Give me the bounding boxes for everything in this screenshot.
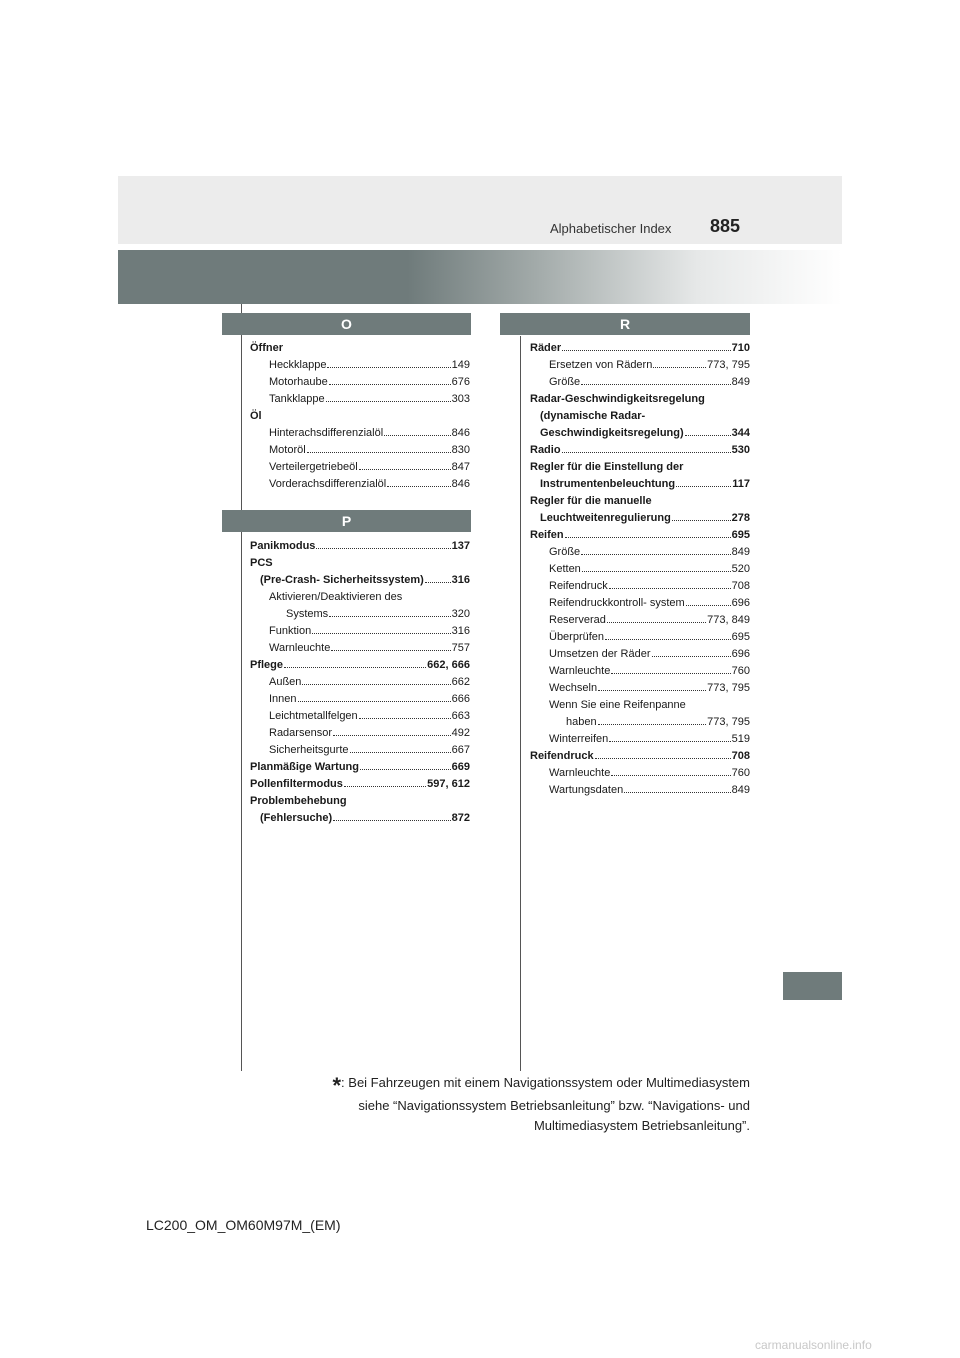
index-entry-label: Warnleuchte xyxy=(549,665,611,677)
section-title: Alphabetischer Index xyxy=(550,221,672,236)
watermark: carmanualsonline.info xyxy=(755,1338,872,1352)
index-entry xyxy=(250,340,470,357)
index-entry-label: Ketten xyxy=(549,563,581,575)
index-entry-page: 760 xyxy=(731,665,750,677)
index-entry-label: Vorderachsdifferenzialöl xyxy=(269,478,387,490)
index-entry-page: 492 xyxy=(451,727,470,739)
index-entry-label: Radarsensor xyxy=(269,727,332,739)
index-entry xyxy=(530,629,750,646)
index-entry xyxy=(530,357,750,374)
leader-dots xyxy=(582,562,731,572)
index-entry xyxy=(250,589,470,606)
index-entry xyxy=(250,674,470,691)
footnote-line-1: *: Bei Fahrzeugen mit einem Navigationssystem oder Multimediasystem xyxy=(332,1073,750,1098)
index-entry xyxy=(250,623,470,640)
index-entry-label: Öffner xyxy=(250,342,283,354)
index-entry xyxy=(530,527,750,544)
header-gradient-bar xyxy=(118,250,842,304)
leader-dots xyxy=(676,477,731,487)
index-entry-page: 773, 795 xyxy=(707,682,750,694)
index-entry-page: 662, 666 xyxy=(427,659,470,671)
index-entry-page: 695 xyxy=(731,529,750,541)
index-entry-label: Warnleuchte xyxy=(269,642,331,654)
index-entry-page: 530 xyxy=(731,444,750,456)
index-entry-page: 708 xyxy=(731,750,750,762)
leader-dots xyxy=(607,613,706,623)
leader-dots xyxy=(652,647,731,657)
footnote-line-3: Multimediasystem Betriebsanleitung”. xyxy=(533,1118,750,1133)
document-code: LC200_OM_OM60M97M_(EM) xyxy=(146,1217,341,1233)
leader-dots xyxy=(598,681,706,691)
index-entry-label: Planmäßige Wartung xyxy=(250,761,359,773)
index-entry xyxy=(530,748,750,765)
index-entry-page: 117 xyxy=(732,478,750,490)
index-entry-label: Ersetzen von Rädern xyxy=(549,359,653,371)
index-entry xyxy=(530,391,750,408)
index-entry-label: Motoröl xyxy=(269,444,306,456)
index-entry-page: 316 xyxy=(451,574,470,586)
index-entry-page: 278 xyxy=(731,512,750,524)
index-entry xyxy=(530,459,750,476)
leader-dots xyxy=(595,749,731,759)
index-entry xyxy=(250,357,470,374)
index-entry xyxy=(250,640,470,657)
index-entry xyxy=(250,810,470,827)
letter-heading-o: O xyxy=(222,313,471,335)
leader-dots xyxy=(327,358,450,368)
index-entry xyxy=(250,606,470,623)
index-entry-page: 520 xyxy=(731,563,750,575)
leader-dots xyxy=(425,573,451,583)
index-entry-label: Regler für die manuelle xyxy=(530,495,652,507)
index-entry-label: Heckklappe xyxy=(269,359,327,371)
index-entry-label: haben xyxy=(566,716,597,728)
leader-dots xyxy=(672,511,731,521)
index-entry-label: (dynamische Radar- xyxy=(540,410,646,422)
index-entry-page: 846 xyxy=(451,427,470,439)
index-entry xyxy=(250,425,470,442)
leader-dots xyxy=(333,726,451,736)
index-entry xyxy=(530,765,750,782)
index-entry-label: (Fehlersuche) xyxy=(260,812,333,824)
index-entry xyxy=(530,408,750,425)
index-entry-label: Außen xyxy=(269,676,302,688)
leader-dots xyxy=(581,545,730,555)
page-number: 885 xyxy=(710,216,741,236)
index-entry xyxy=(530,442,750,459)
index-entry-label: Motorhaube xyxy=(269,376,328,388)
index-entry-label: Reifendruckkontroll- system xyxy=(549,597,685,609)
letter-heading-p: P xyxy=(222,510,471,532)
index-entry xyxy=(250,442,470,459)
index-entry-label: Innen xyxy=(269,693,297,705)
index-entry-label: Reserverad xyxy=(549,614,606,626)
index-entry-page: 696 xyxy=(731,648,750,660)
index-entry xyxy=(250,759,470,776)
index-entry xyxy=(250,657,470,674)
index-entry-page: 849 xyxy=(731,784,750,796)
leader-dots xyxy=(312,624,450,634)
index-entry xyxy=(530,697,750,714)
index-entry-label: Problembehebung xyxy=(250,795,347,807)
index-entry xyxy=(250,572,470,589)
footnote-star: * xyxy=(332,1073,342,1098)
leader-dots xyxy=(611,664,730,674)
leader-dots xyxy=(284,658,426,668)
letter-heading-r: R xyxy=(500,313,750,335)
index-entry-label: Verteilergetriebeöl xyxy=(269,461,358,473)
index-entry-label: Umsetzen der Räder xyxy=(549,648,651,660)
leader-dots xyxy=(565,528,731,538)
index-entry-label: Räder xyxy=(530,342,562,354)
index-entry-page: 757 xyxy=(451,642,470,654)
index-entry-label: Reifendruck xyxy=(530,750,594,762)
index-entry-page: 710 xyxy=(731,342,750,354)
index-entry xyxy=(250,776,470,793)
column-rule-left xyxy=(241,304,242,1071)
index-entry-page: 773, 849 xyxy=(707,614,750,626)
leader-dots xyxy=(302,675,450,685)
leader-dots xyxy=(653,358,706,368)
index-entry-label: Leuchtweitenregulierung xyxy=(540,512,671,524)
index-entry-label: Geschwindigkeitsregelung) xyxy=(540,427,684,439)
index-entry xyxy=(250,691,470,708)
index-entry-page: 849 xyxy=(731,376,750,388)
footnote-line-2: siehe “Navigationssystem Betriebsanleitung” bzw. “Navigations- und xyxy=(358,1098,750,1113)
index-entry-page: 667 xyxy=(451,744,470,756)
index-entry xyxy=(530,680,750,697)
leader-dots xyxy=(329,607,450,617)
index-entry-page: 597, 612 xyxy=(427,778,470,790)
index-entry xyxy=(250,459,470,476)
index-entry xyxy=(530,646,750,663)
index-entry-label: Größe xyxy=(549,376,581,388)
chapter-tab xyxy=(783,972,842,1000)
index-entry-page: 847 xyxy=(451,461,470,473)
leader-dots xyxy=(685,426,731,436)
index-entry-label: Größe xyxy=(549,546,581,558)
leader-dots xyxy=(598,715,707,725)
index-entry-label: Pollenfiltermodus xyxy=(250,778,343,790)
index-entry-label: Funktion xyxy=(269,625,312,637)
index-column-o xyxy=(250,340,470,493)
index-entry-label: Systems xyxy=(286,608,329,620)
leader-dots xyxy=(609,579,731,589)
leader-dots xyxy=(624,783,730,793)
leader-dots xyxy=(360,760,451,770)
leader-dots xyxy=(316,539,450,549)
index-entry-page: 849 xyxy=(731,546,750,558)
leader-dots xyxy=(562,443,731,453)
index-entry-page: 696 xyxy=(731,597,750,609)
leader-dots xyxy=(611,766,730,776)
index-entry-page: 760 xyxy=(731,767,750,779)
index-entry-label: Tankklappe xyxy=(269,393,325,405)
index-entry-page: 320 xyxy=(451,608,470,620)
leader-dots xyxy=(562,341,730,351)
index-entry-label: Reifendruck xyxy=(549,580,608,592)
index-entry-page: 149 xyxy=(451,359,470,371)
index-entry-label: Winterreifen xyxy=(549,733,609,745)
leader-dots xyxy=(333,811,451,821)
index-entry-label: Wartungsdaten xyxy=(549,784,624,796)
footnote xyxy=(250,1073,750,1136)
index-entry-page: 846 xyxy=(451,478,470,490)
index-entry-label: Regler für die Einstellung der xyxy=(530,461,684,473)
index-entry xyxy=(250,391,470,408)
index-entry-label: Pflege xyxy=(250,659,284,671)
index-entry xyxy=(530,476,750,493)
index-entry-page: 519 xyxy=(731,733,750,745)
index-entry xyxy=(530,425,750,442)
index-entry xyxy=(530,782,750,799)
index-entry-label: Leichtmetallfelgen xyxy=(269,710,358,722)
leader-dots xyxy=(331,641,450,651)
leader-dots xyxy=(329,375,451,385)
index-entry-page: 669 xyxy=(451,761,470,773)
index-entry xyxy=(530,544,750,561)
index-entry-label: PCS xyxy=(250,557,273,569)
index-entry-page: 676 xyxy=(451,376,470,388)
index-entry-label: Reifen xyxy=(530,529,564,541)
index-entry xyxy=(530,731,750,748)
index-entry-page: 344 xyxy=(731,427,750,439)
index-entry-label: Öl xyxy=(250,410,262,422)
index-entry xyxy=(530,714,750,731)
index-entry-label: (Pre-Crash- Sicherheitssystem) xyxy=(260,574,424,586)
index-entry-label: Warnleuchte xyxy=(549,767,611,779)
index-column-r xyxy=(530,340,750,799)
leader-dots xyxy=(307,443,451,453)
leader-dots xyxy=(605,630,731,640)
index-entry-label: Radio xyxy=(530,444,561,456)
index-entry-page: 137 xyxy=(451,540,470,552)
index-entry-page: 316 xyxy=(451,625,470,637)
index-entry xyxy=(530,578,750,595)
index-entry-page: 872 xyxy=(451,812,470,824)
index-entry-label: Wechseln xyxy=(549,682,598,694)
index-entry xyxy=(250,476,470,493)
index-entry xyxy=(530,493,750,510)
index-entry-label: Wenn Sie eine Reifenpanne xyxy=(549,699,686,711)
index-entry-page: 708 xyxy=(731,580,750,592)
index-entry-label: Sicherheitsgurte xyxy=(269,744,349,756)
leader-dots xyxy=(359,460,451,470)
index-entry xyxy=(530,663,750,680)
column-rule-middle xyxy=(520,336,521,1071)
leader-dots xyxy=(350,743,451,753)
leader-dots xyxy=(359,709,451,719)
index-entry xyxy=(250,555,470,572)
index-entry xyxy=(250,408,470,425)
leader-dots xyxy=(326,392,451,402)
index-entry-page: 303 xyxy=(451,393,470,405)
index-entry xyxy=(250,538,470,555)
index-entry xyxy=(530,340,750,357)
index-entry xyxy=(250,374,470,391)
index-entry xyxy=(250,742,470,759)
index-entry xyxy=(250,708,470,725)
leader-dots xyxy=(686,596,731,606)
index-entry xyxy=(250,725,470,742)
index-entry-page: 773, 795 xyxy=(707,359,750,371)
index-entry-page: 830 xyxy=(451,444,470,456)
index-entry-page: 666 xyxy=(451,693,470,705)
index-entry-label: Hinterachsdifferenzialöl xyxy=(269,427,384,439)
index-entry xyxy=(530,374,750,391)
index-entry xyxy=(530,561,750,578)
leader-dots xyxy=(344,777,426,787)
index-column-p xyxy=(250,538,470,827)
leader-dots xyxy=(387,477,450,487)
index-entry-label: Aktivieren/Deaktivieren des xyxy=(269,591,403,603)
index-entry-page: 695 xyxy=(731,631,750,643)
leader-dots xyxy=(581,375,730,385)
leader-dots xyxy=(298,692,451,702)
index-entry-label: Überprüfen xyxy=(549,631,605,643)
index-entry xyxy=(530,612,750,629)
index-entry xyxy=(530,510,750,527)
index-entry xyxy=(250,793,470,810)
index-entry-page: 663 xyxy=(451,710,470,722)
leader-dots xyxy=(609,732,730,742)
index-entry-page: 662 xyxy=(451,676,470,688)
index-entry-label: Instrumentenbeleuchtung xyxy=(540,478,676,490)
index-entry-label: Panikmodus xyxy=(250,540,316,552)
index-entry-page: 773, 795 xyxy=(707,716,750,728)
leader-dots xyxy=(384,426,451,436)
index-entry xyxy=(530,595,750,612)
index-entry-label: Radar-Geschwindigkeitsregelung xyxy=(530,393,705,405)
